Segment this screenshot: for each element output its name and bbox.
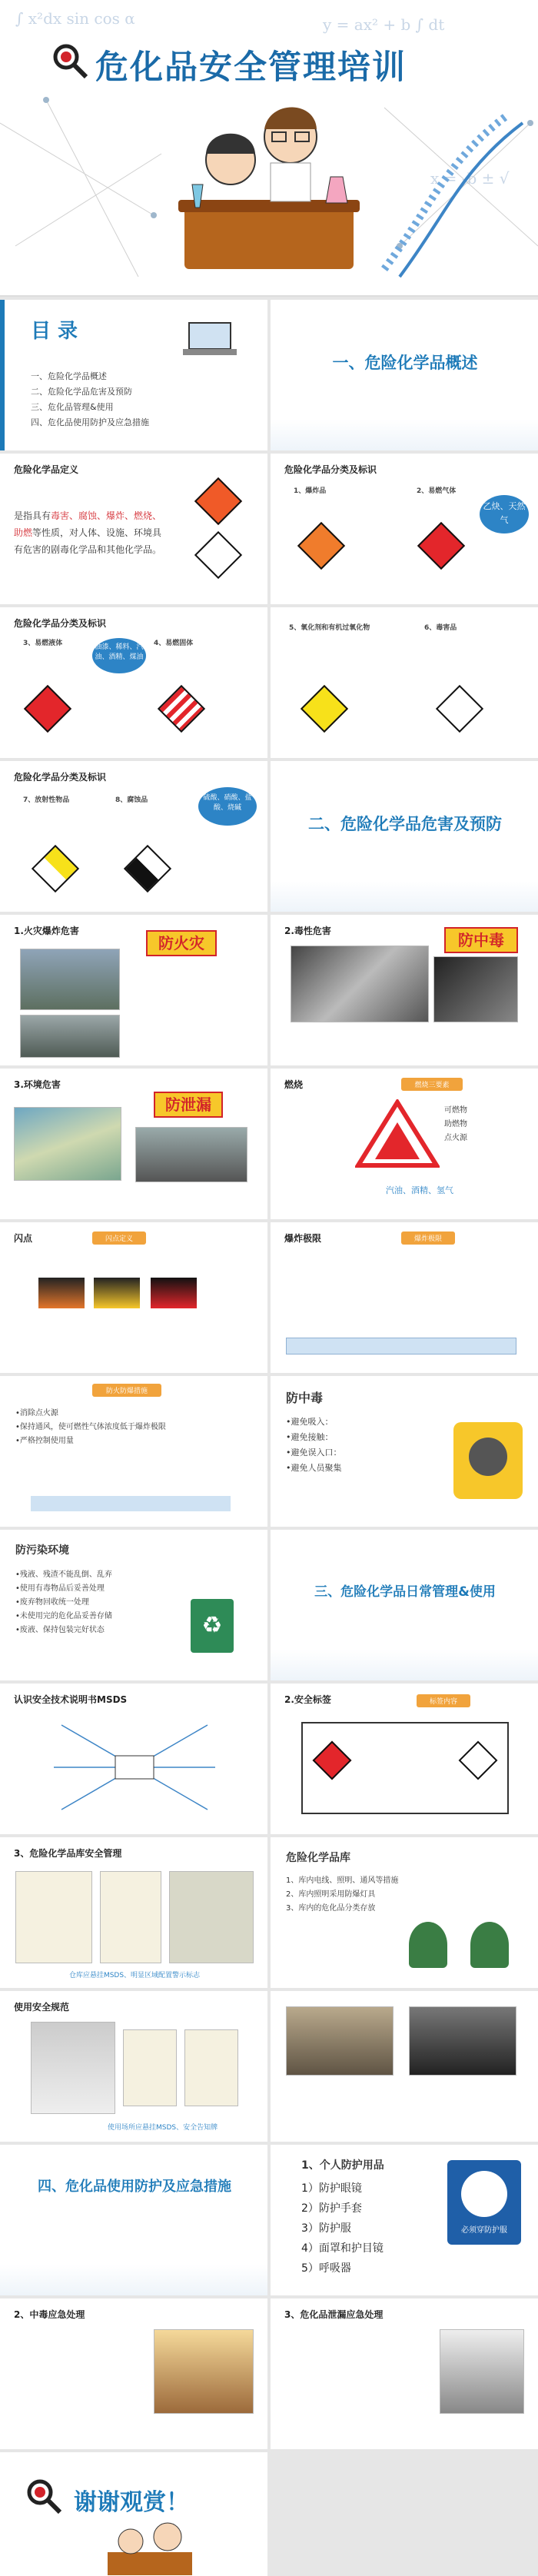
box-header: 标签内容 <box>417 1694 470 1707</box>
class-label: 5、氧化剂和有机过氧化物 <box>289 624 370 632</box>
toc-item[interactable]: 三、危化品管理&使用 <box>31 402 114 412</box>
warehouse-photo <box>169 1871 254 1963</box>
ppe-item: 5）呼吸器 <box>301 2262 351 2275</box>
formula-scribble: x = -b ± √ <box>430 169 510 188</box>
slide-explosion-limit <box>271 1222 538 1373</box>
slide-section-3 <box>271 1530 538 1680</box>
accent-bar <box>0 300 5 450</box>
element-label: 点火源 <box>444 1134 467 1142</box>
element-label: 可燃物 <box>444 1106 467 1115</box>
toc-heading: 目 录 <box>31 320 78 343</box>
highlight-bar <box>286 1338 516 1354</box>
notice-board-photo <box>184 2029 238 2106</box>
slide-anti-poison <box>271 1376 538 1527</box>
section-title: 二、危险化学品危害及预防 <box>308 815 502 833</box>
class-label: 6、毒害品 <box>424 624 457 632</box>
flammable-liquid-sign-icon <box>24 685 71 733</box>
slide-title: 2.毒性危害 <box>284 926 331 936</box>
incident-photo <box>286 2006 394 2076</box>
msds-board-photo <box>100 1871 161 1963</box>
accident-photo <box>291 946 429 1022</box>
ppe-item: 4）面罩和护目镜 <box>301 2242 384 2255</box>
slide-usage <box>0 1991 267 2142</box>
slide-title: 1、个人防护用品 <box>301 2159 384 2172</box>
slide-title: 3.环境危害 <box>14 1079 61 1090</box>
toc-item[interactable]: 四、危化品使用防护及应急措施 <box>31 417 149 427</box>
slide-classification-2 <box>0 607 267 758</box>
burn-example: 汽油、酒精、氢气 <box>386 1185 453 1195</box>
slide-thanks <box>0 2452 267 2576</box>
scientists-illustration <box>85 2521 208 2575</box>
slide-anti-pollution <box>0 1530 267 1680</box>
element-label: 助燃物 <box>444 1120 467 1128</box>
ppe-item: 1）防护眼镜 <box>301 2182 362 2195</box>
warning-stamp: 防中毒 <box>444 927 518 953</box>
slide-title: 3、危化品泄漏应急处理 <box>284 2309 384 2320</box>
definition-text <box>14 507 168 558</box>
magnifier-icon <box>23 2475 65 2517</box>
ppe-list <box>301 2179 384 2279</box>
section-title: 四、危化品使用防护及应急措施 <box>38 2179 231 2195</box>
slide-env-hazard <box>0 1069 267 1219</box>
corrosive-sign-icon <box>124 845 171 892</box>
slide-classification-2b <box>271 607 538 758</box>
label-example <box>301 1722 509 1814</box>
box-header: 防火防爆措施 <box>92 1384 161 1397</box>
slide-title: 爆炸极限 <box>284 1233 322 1244</box>
msds-mindmap <box>31 1710 238 1825</box>
slide-warehouse <box>271 1837 538 1988</box>
explosion-photo <box>20 949 120 1010</box>
protective-clothing-sign-icon <box>447 2160 521 2245</box>
highlight-bar <box>31 1496 231 1511</box>
slide-title: 2、中毒应急处理 <box>14 2309 85 2320</box>
anti-poison-item: •避免吸入： <box>286 1417 334 1427</box>
msds-board-photo <box>123 2029 177 2106</box>
thanks-text: 谢谢观赏！ <box>74 2489 189 2516</box>
section-title: 一、危险化学品概述 <box>332 354 478 372</box>
slide-title: 危险化学品库 <box>286 1852 350 1864</box>
box-header: 爆炸极限 <box>401 1231 455 1245</box>
example-bubble: 油漆、稀料、汽油、酒精、煤油 <box>92 638 146 673</box>
leak-response-photo <box>440 2329 524 2414</box>
pollution-list <box>15 1568 112 1637</box>
pollution-item: •废弃物回收统一处理 <box>15 1598 89 1607</box>
slide-title: 防中毒 <box>286 1391 324 1405</box>
slide-poison-emergency <box>0 2298 267 2449</box>
slide-title: 危险化学品分类及标识 <box>284 464 377 475</box>
slide-msds <box>0 1684 267 1834</box>
slide-burning <box>271 1069 538 1219</box>
explosive-sign-icon <box>194 477 242 525</box>
toxic-sign-icon <box>194 531 242 579</box>
class-label: 4、易燃固体 <box>154 640 194 647</box>
warning-stamp: 防火灾 <box>146 930 217 956</box>
anti-poison-item: •避免人员聚集 <box>286 1463 342 1473</box>
prevention-list <box>15 1407 166 1448</box>
slide-title: 危险化学品分类及标识 <box>14 772 107 783</box>
class-label: 3、易燃液体 <box>23 640 63 647</box>
photo-caption: 仓库应悬挂MSDS、明显区域配置警示标志 <box>68 1972 201 1979</box>
box-header: 燃烧三要素 <box>401 1078 463 1091</box>
warehouse-item: 2、库内照明采用防爆灯具 <box>286 1890 376 1899</box>
slide-title: 使用安全规范 <box>14 2002 70 2013</box>
warehouse-list <box>286 1874 398 1916</box>
laptop-icon <box>183 320 237 358</box>
definition-text-b: 等性质，对人体、设施、环境具有危害的剧毒化学品和其他化学品。 <box>14 527 162 555</box>
explosion-photo <box>20 1015 120 1058</box>
slide-section-4 <box>0 2145 267 2295</box>
toc-item[interactable]: 二、危险化学品危害及预防 <box>31 387 132 397</box>
lab-glassware-decoration <box>0 2265 267 2295</box>
class-label: 1、爆炸品 <box>294 487 327 495</box>
cover-title: 危化品安全管理培训 <box>95 48 407 87</box>
slide-fire-hazard <box>0 915 267 1065</box>
slide-classification-3 <box>0 761 267 912</box>
toxic-sign-icon <box>436 685 483 733</box>
definition-keyword: 毒害、腐蚀、爆炸、燃烧、助燃 <box>14 510 162 538</box>
slide-definition <box>0 454 267 604</box>
slide-storage <box>0 1837 267 1988</box>
slide-safety-label <box>271 1684 538 1834</box>
explosion-proof-lamp-image <box>470 1922 509 1968</box>
slide-usage-photos <box>271 1991 538 2142</box>
example-bubble: 乙炔、天然气 <box>480 495 529 533</box>
slide-ppe <box>271 2145 538 2295</box>
slide-title: 2.安全标签 <box>284 1694 331 1705</box>
magnifier-icon <box>49 40 91 81</box>
slide-title: 认识安全技术说明书MSDS <box>14 1694 128 1705</box>
triangle-elements <box>444 1104 467 1145</box>
fire-triangle-diagram <box>355 1099 440 1168</box>
msds-board-photo <box>15 1871 92 1963</box>
slide-title: 防污染环境 <box>15 1544 69 1557</box>
lab-glassware-decoration <box>271 881 538 912</box>
slide-title: 危险化学品分类及标识 <box>14 618 107 629</box>
lab-glassware-decoration <box>271 1650 538 1680</box>
pollution-item: •未使用完的危化品妥善存储 <box>15 1612 112 1620</box>
definition-text-a: 是指具有 <box>14 510 51 521</box>
class-label: 2、易燃气体 <box>417 487 457 495</box>
warning-stamp: 防泄漏 <box>154 1092 223 1118</box>
cover-illustration <box>0 92 538 297</box>
sign-text: 必须穿防护服 <box>461 2226 507 2235</box>
slide-leak-emergency <box>271 2298 538 2449</box>
ppe-item: 2）防护手套 <box>301 2202 362 2215</box>
flammable-solid-sign-icon <box>158 685 205 733</box>
formula-scribble: y = ax² + b ∫ dt <box>323 15 445 34</box>
slide-toc <box>0 300 267 450</box>
slide-poison-hazard <box>271 915 538 1065</box>
lab-photo <box>31 2022 115 2114</box>
flammable-gas-sign-icon <box>417 522 465 570</box>
slide-classification-1 <box>271 454 538 604</box>
first-aid-photo <box>154 2329 254 2414</box>
incident-photo <box>409 2006 516 2076</box>
accident-photo <box>433 956 518 1022</box>
slide-flash-point <box>0 1222 267 1373</box>
slide-section-1 <box>271 300 538 450</box>
cover-slide <box>0 0 538 297</box>
slide-title: 危险化学品定义 <box>14 464 79 475</box>
radioactive-sign-icon <box>32 845 79 892</box>
warehouse-item: 1、库内电线、照明、通风等措施 <box>286 1876 399 1885</box>
anti-poison-list <box>286 1414 342 1476</box>
gas-mask-image <box>453 1422 523 1499</box>
formula-scribble: ∫ x²dx sin cos α <box>15 9 135 28</box>
anti-poison-item: •避免接触： <box>286 1432 334 1442</box>
pollution-item: •使用有毒物品后妥善处理 <box>15 1584 105 1593</box>
ppe-item: 3）防护服 <box>301 2222 351 2235</box>
section-title: 三、危险化学品日常管理&使用 <box>314 1584 496 1600</box>
slide-title: 闪点 <box>14 1233 33 1244</box>
smoke-photo <box>135 1127 247 1182</box>
slide-title: 3、危险化学品库安全管理 <box>14 1848 122 1859</box>
flame-image <box>38 1278 85 1308</box>
flame-image <box>94 1278 140 1308</box>
anti-poison-item: •避免误入口： <box>286 1448 342 1458</box>
river-photo <box>14 1107 121 1181</box>
box-header: 闪点定义 <box>92 1231 146 1245</box>
prevention-item: •消除点火源 <box>15 1409 58 1418</box>
class-label: 7、放射性物品 <box>23 796 70 804</box>
flame-image <box>151 1278 197 1308</box>
toc-item[interactable]: 一、危险化学品概述 <box>31 371 107 381</box>
empty-cell <box>271 2452 538 2576</box>
class-label: 8、腐蚀品 <box>115 796 148 804</box>
toc-list <box>31 369 149 430</box>
warehouse-item: 3、库内的危化品分类存放 <box>286 1904 376 1913</box>
prevention-item: •保持通风，使可燃性气体浓度低于爆炸极限 <box>15 1423 166 1431</box>
slide-fire-prevention <box>0 1376 267 1527</box>
prevention-item: •严格控制使用量 <box>15 1437 74 1445</box>
lab-glassware-decoration <box>271 420 538 450</box>
explosion-proof-lamp-image <box>409 1922 447 1968</box>
pollution-item: •废液、保持包装完好状态 <box>15 1626 105 1634</box>
example-bubble: 硫酸、硝酸、盐酸、烧碱 <box>198 787 257 826</box>
recycle-bin-icon: ♻ <box>191 1599 234 1653</box>
slide-title: 1.火灾爆炸危害 <box>14 926 79 936</box>
slide-title: 燃烧 <box>284 1079 304 1090</box>
pollution-item: •残液、残渣不能乱倒、乱弃 <box>15 1571 112 1579</box>
oxidizer-sign-icon <box>301 685 348 733</box>
slide-section-2 <box>271 761 538 912</box>
photo-caption: 使用场所应悬挂MSDS、安全告知牌 <box>108 2124 218 2132</box>
explosive-sign-icon <box>297 522 345 570</box>
